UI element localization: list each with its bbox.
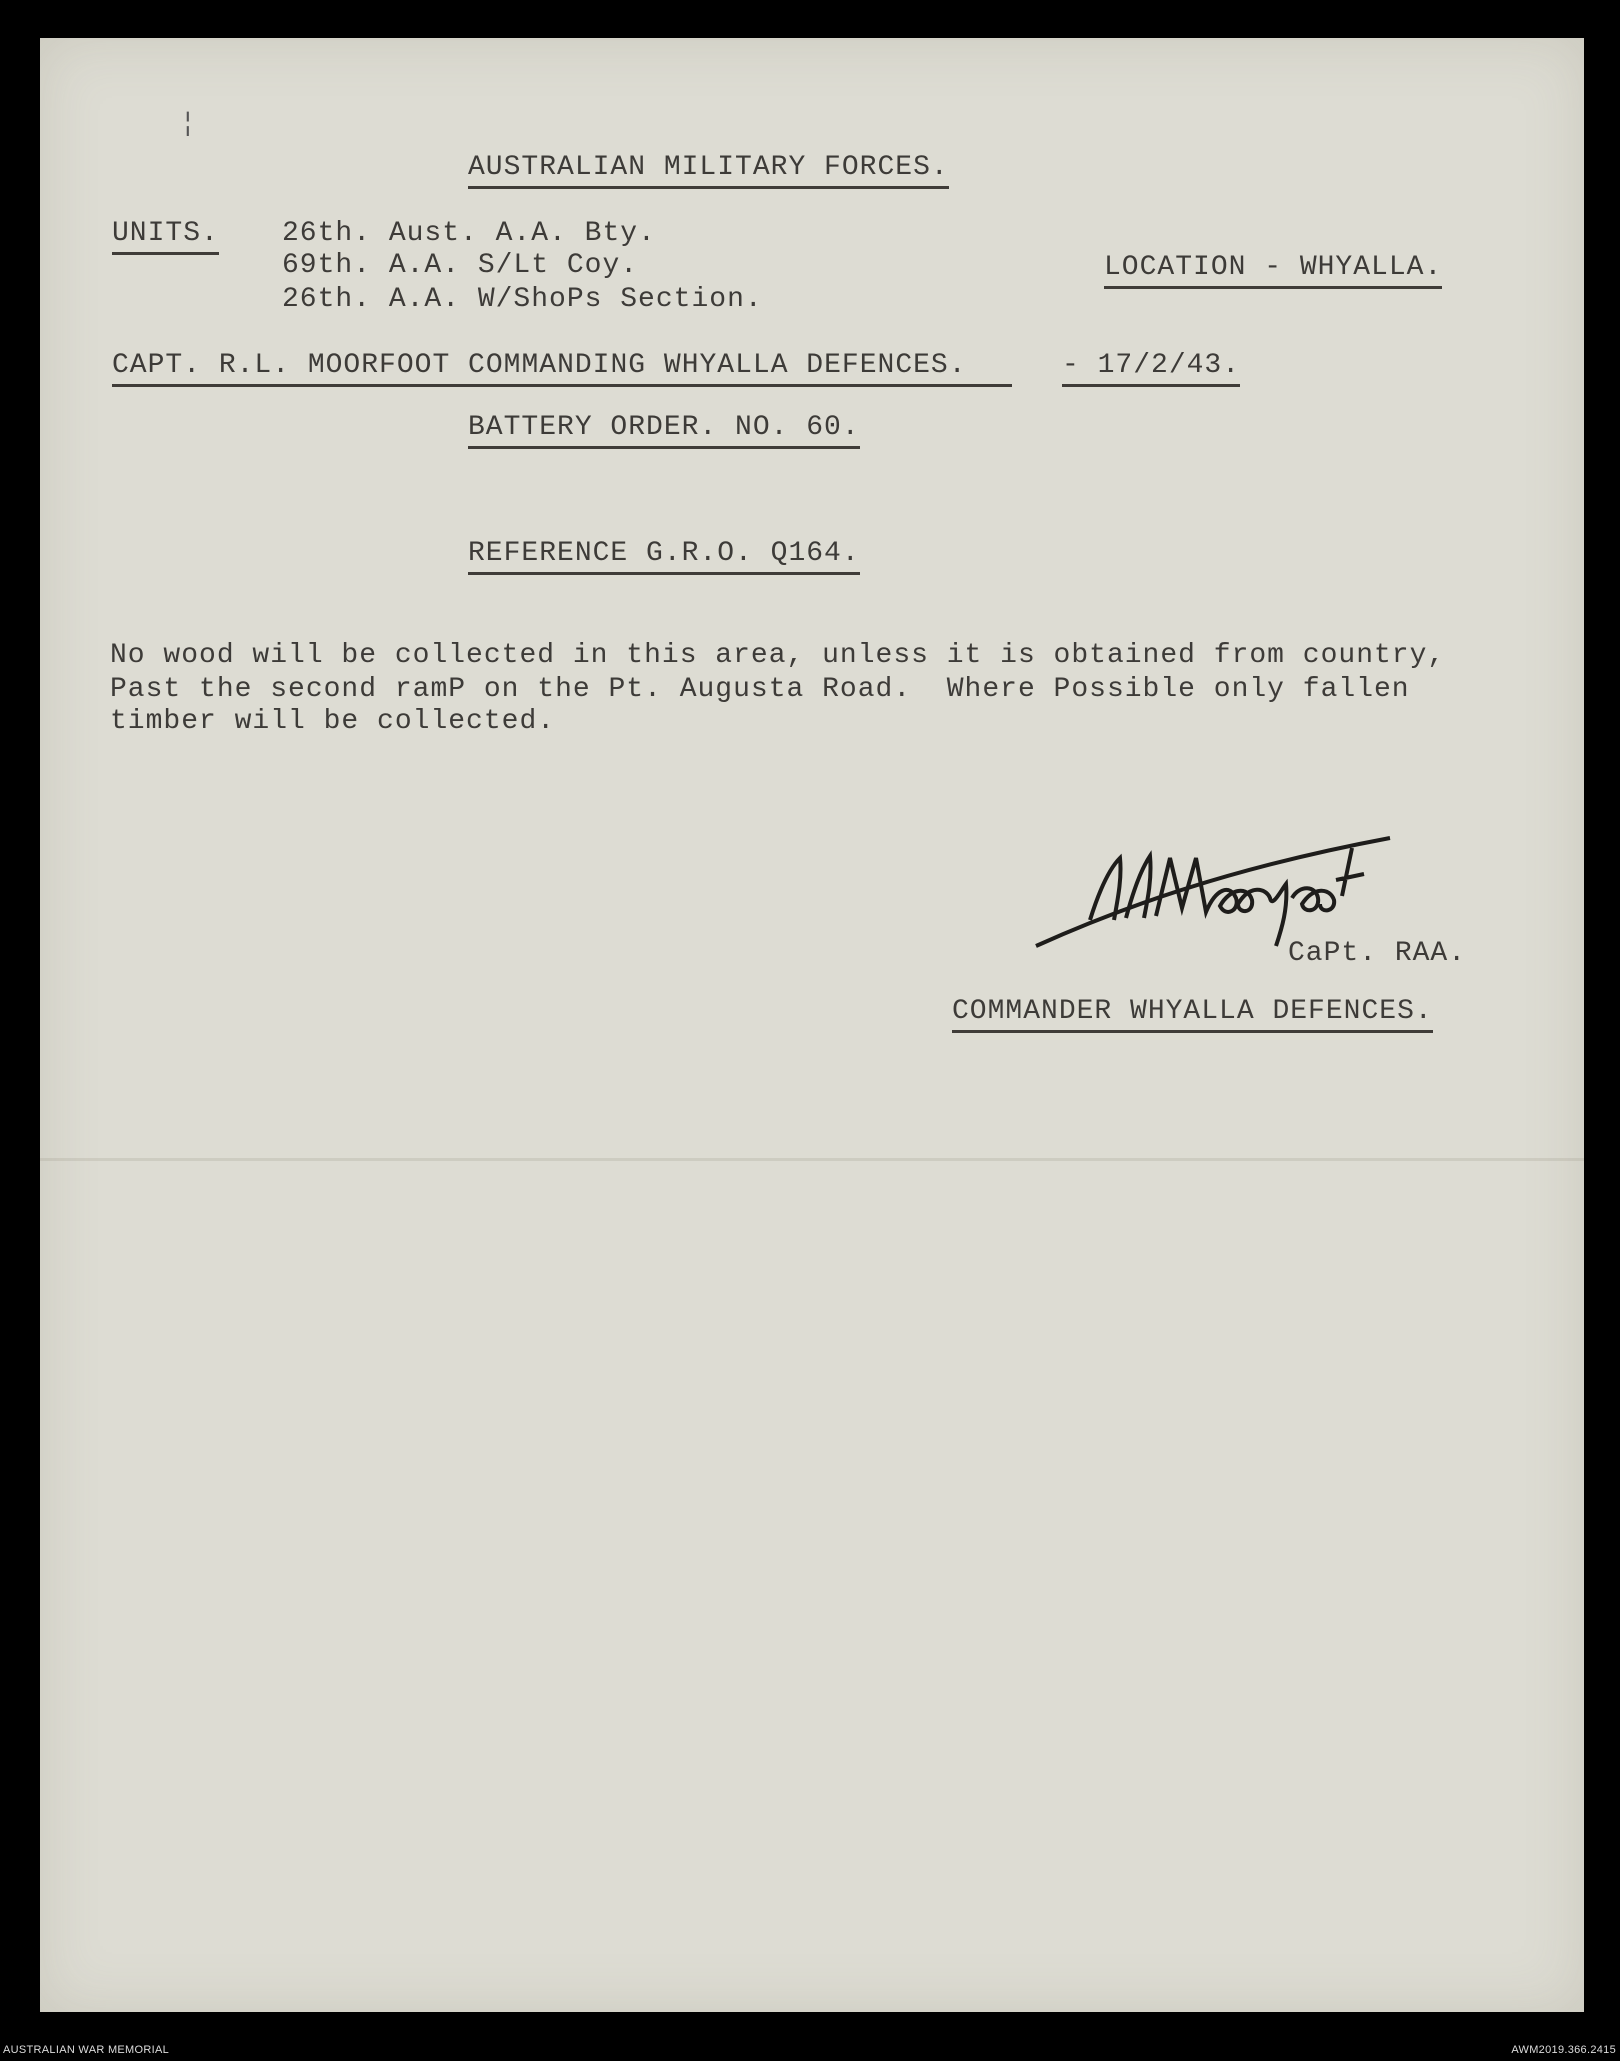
punch-mark: ¦ <box>180 108 196 138</box>
units-label: UNITS. <box>112 218 219 255</box>
location: LOCATION - WHYALLA. <box>1104 252 1442 289</box>
signatory-title: COMMANDER WHYALLA DEFENCES. <box>952 996 1433 1033</box>
signatory-rank: CaPt. RAA. <box>1288 938 1467 969</box>
document-header: AUSTRALIAN MILITARY FORCES. <box>468 152 949 189</box>
unit-line-2: 69th. A.A. S/Lt Coy. <box>282 250 639 281</box>
unit-line-1: 26th. Aust. A.A. Bty. <box>282 218 656 249</box>
body-line-1: No wood will be collected in this area, unless it is obtained from country, <box>110 640 1446 671</box>
footer-institution: AUSTRALIAN WAR MEMORIAL <box>3 2044 170 2056</box>
footer-accession-number: AWM2019.366.2415 <box>1511 2044 1616 2056</box>
unit-line-3: 26th. A.A. W/ShoPs Section. <box>282 284 763 315</box>
body-line-2: Past the second ramP on the Pt. Augusta Road. Where Possible only fallen <box>110 674 1410 705</box>
reference: REFERENCE G.R.O. Q164. <box>468 538 860 575</box>
body-line-3: timber will be collected. <box>110 706 556 737</box>
order-title: BATTERY ORDER. NO. 60. <box>468 412 860 449</box>
order-date: - 17/2/43. <box>1062 350 1240 387</box>
command-line: CAPT. R.L. MOORFOOT COMMANDING WHYALLA DEFENCES. <box>112 350 1012 387</box>
